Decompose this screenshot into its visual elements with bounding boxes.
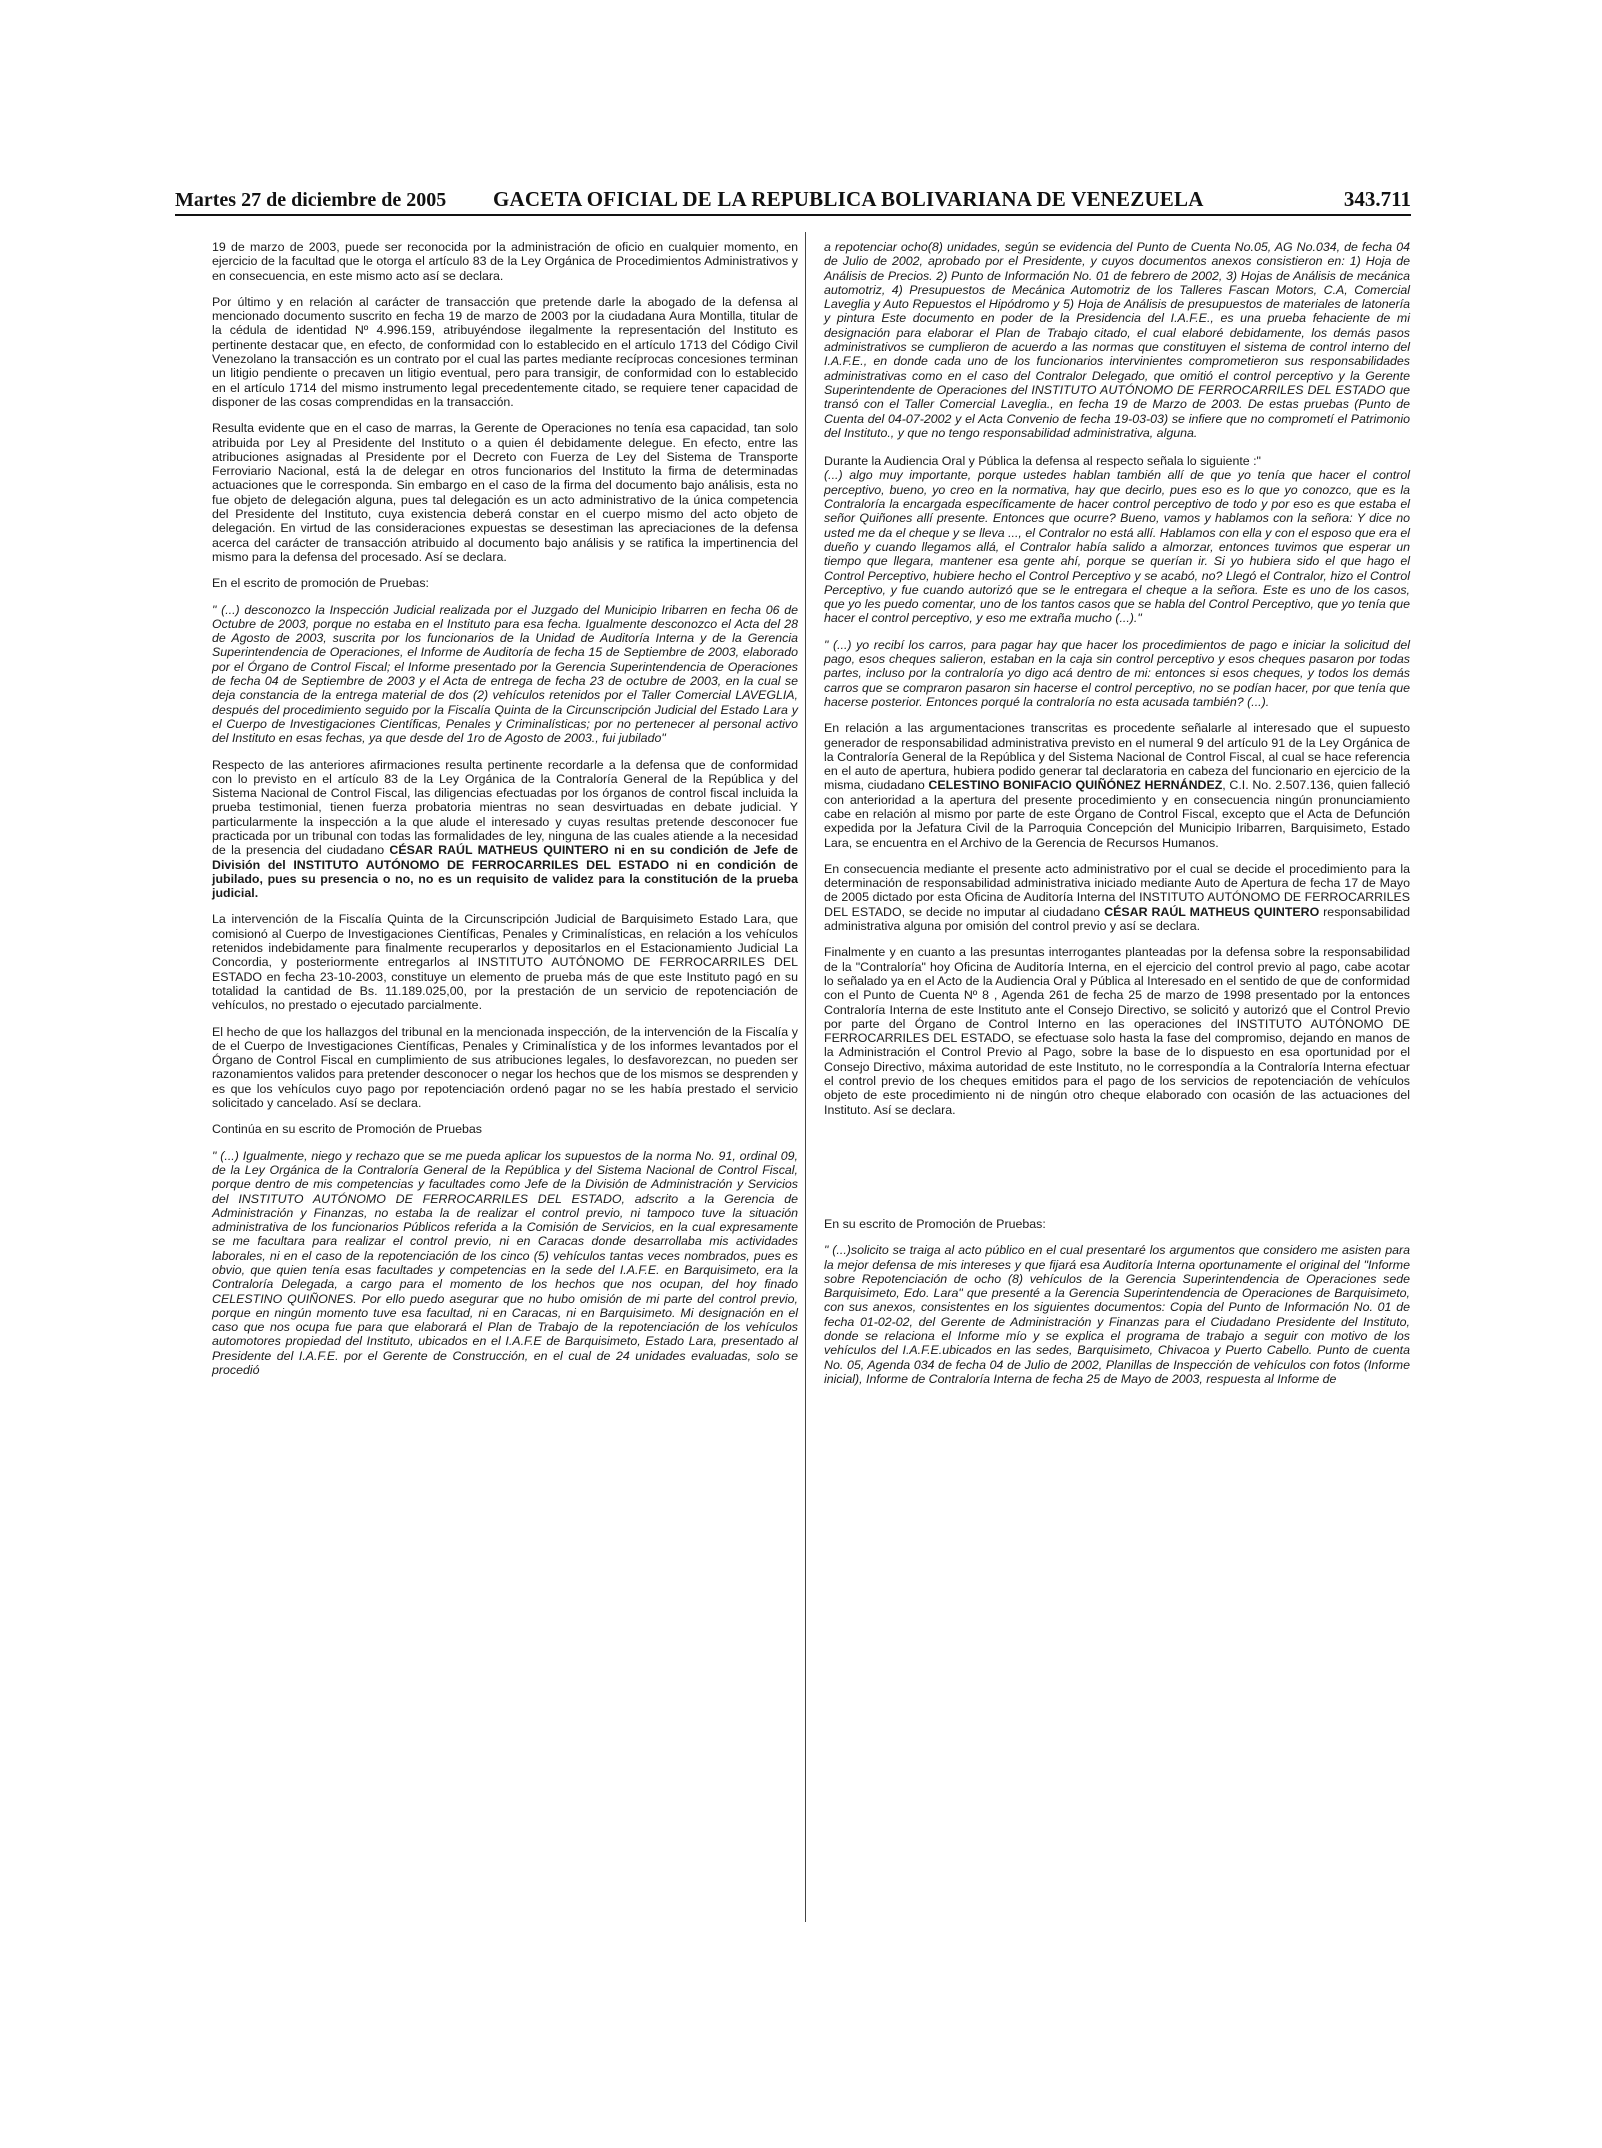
quoted-paragraph: " (...) yo recibí los carros, para pagar hay que hacer los procedimientos de pago e iniciar la solicitud del pago, esos cheques salieron, estaban en la caja sin control perceptivo y esos cheques pasaron por todas partes, incluso por la contraloría yo digo acá dentro de mi: entonces si esos cheques, y todos los demás carros que se compraron pasaron sin hacerse el control perceptivo, no se podían hacer, por que tenía que hacerse posterior. Entonces porqué la contraloría no esta acusada también? (...). <box>824 637 1410 709</box>
paragraph-text: responsabilidad administrativa alguna por omisión del control previo y así se declara. <box>824 904 1410 934</box>
section-label: En el escrito de promoción de Pruebas: <box>212 576 429 591</box>
left-column <box>212 240 798 1389</box>
paragraph-text: Respecto de las anteriores afirmaciones resulta pertinente recordarle a la defensa que de conformidad con lo previsto en el artículo 83 de la Ley Orgánica de la Contraloría General de la República y del Sistema Nacional de Control Fiscal, las diligencias efectuadas por los órganos de control fiscal incluida la prueba testimonial, tienen fuerza probatoria mientras no sean desvirtuadas en debate judicial. Y particularmente la inspección a la que alude el interesado y cuyas resultas pretende desconocer fue practicada por un tribunal con todas las formalidades de ley, ninguna de las cuales atiende a la necesidad de la presencia del ciudadano <box>212 757 798 858</box>
paragraph-text-bold: ni en su condición de Jefe de División del INSTITUTO AUTÓNOMO DE FERROCARRILES DEL ESTADO ni en condición de jubilado, pues su presencia o no, no es un requisito de validez para la constitución de la prueba judicial. <box>212 843 798 901</box>
paragraph <box>212 758 798 901</box>
column-divider <box>805 232 806 1922</box>
quoted-paragraph: " (...)solicito se traiga al acto público en el cual presentaré los argumentos que considero me asisten para la mejor defensa de mis intereses y que fijará esa Auditoría Interna oportunamente el original del "Informe sobre Repotenciación de ocho (8) vehículos de la Gerencia Superintendencia de Operaciones sede Barquisimeto, Edo. Lara" que presenté a la Gerencia Superintendencia de Operaciones de Barquisimeto, con sus anexos, consistentes en los siguientes documentos: Copia del Punto de Información No. 01 de fecha 01-02-02, del Gerente de Administración y Finanzas para el Ciudadano Presidente del Instituto, donde se relaciona el Informe mío y se explica el programa de trabajo a seguir con motivo de los vehículos del I.A.F.E.ubicados en las sedes, Barquisimeto, Chivacoa y Puerto Cabello. Punto de cuenta No. 05, Agenda 034 de fecha 04 de Julio de 2002, Planillas de Inspección de vehículos con fotos (Informe inicial), Informe de Contraloría Interna de fecha 25 de Mayo de 2003, respuesta al Informe de <box>824 1243 1410 1386</box>
person-name: CELESTINO BONIFACIO QUIÑÓNEZ HERNÁNDEZ <box>928 778 1223 793</box>
section-label: En su escrito de Promoción de Pruebas: <box>824 1216 1046 1231</box>
header-title: GACETA OFICIAL DE LA REPUBLICA BOLIVARIANA DE VENEZUELA <box>493 187 1204 211</box>
header-date: Martes 27 de diciembre de 2005 <box>175 189 447 211</box>
quoted-paragraph: " (...) desconozco la Inspección Judicial realizada por el Juzgado del Municipio Iribarren en fecha 06 de Octubre de 2003, porque no estaba en el Instituto para esa fecha. Igualmente desconozco el Acta del 28 de Agosto de 2003, suscrita por los funcionarios de la Unidad de Auditoría Interna y de la Gerencia Superintendencia de Operaciones, el Informe de Auditoría de fecha 15 de Septiembre de 2003, elaborado por el Órgano de Control Fiscal; el Informe presentado por la Gerencia Superintendencia de Operaciones de fecha 04 de Septiembre de 2003 y el Acta de entrega de fecha 23 de octubre de 2003, en la cual se deja constancia de la entrega material de dos (2) vehículos retenidos por el Taller Comercial LAVEGLIA, después del procedimiento seguido por la Fiscalía Quinta de la Circunscripción Judicial del Estado Lara y el Cuerpo de Investigaciones Científicas, Penales y Criminalísticas; por no pertenecer al personal activo del Instituto en esas fechas, ya que desde del 1ro de Agosto de 2003., fui jubilado" <box>212 602 798 746</box>
paragraph <box>824 721 1410 850</box>
paragraph <box>824 454 1410 626</box>
paragraph: La intervención de la Fiscalía Quinta de la Circunscripción Judicial de Barquisimeto Estado Lara, que comisionó al Cuerpo de Investigaciones Científicas, Penales y Criminalísticas, en relación a los vehículos retenidos indebidamente para finalmente recuperarlos y depositarlos en el Estacionamiento Judicial La Concordia, y posteriormente entregarlos al INSTITUTO AUTÓNOMO DE FERROCARRILES DEL ESTADO en fecha 23-10-2003, constituye un elemento de prueba más de que este Instituto pagó en su totalidad la cantidad de Bs. 11.189.025,00, por la prestación de un servicio de repotenciación de vehículos, no prestado o ejecutado parcialmente. <box>212 912 798 1013</box>
header-page-number: 343.711 <box>1343 187 1411 211</box>
paragraph: 19 de marzo de 2003, puede ser reconocida por la administración de oficio en cualquier momento, en ejercicio de la facultad que le otorga el artículo 83 de la Ley Orgánica de Procedimientos Administrativos y en consecuencia, en este mismo acto así se declara. <box>212 240 798 283</box>
paragraph: Finalmente y en cuanto a las presuntas interrogantes planteadas por la defensa sobre la responsabilidad de la "Contraloría" hoy Oficina de Auditoría Interna, en el ejercicio del control previo al pago, cabe acotar lo señalado ya en el Acto de la Audiencia Oral y Pública al Interesado en el sentido de que de conformidad con el Punto de Cuenta Nº 8 , Agenda 261 de fecha 25 de marzo de 1998 presentado por la entonces Contraloría Interna de este Instituto ante el Consejo Directivo, se solicitó y autorizó que el Control Previo por parte del Órgano de Control Interno en las operaciones del INSTITUTO AUTÓNOMO DE FERROCARRILES DEL ESTADO, se efectuase solo hasta la fase del compromiso, dejando en manos de la Administración el Control Previo al Pago, sobre la base de lo dispuesto en esa oportunidad por el Consejo Directivo, máxima autoridad de este Instituto, no le correspondía a la Contraloría Interna efectuar el control previo de los cheques emitidos para el pago de los servicios de repotenciación de vehículos objeto de este procedimiento ni de ningún otro cheque elaborado con ocasión de las actuaciones del Instituto. Así se declara. <box>824 945 1410 1117</box>
right-column <box>824 240 1410 1398</box>
quoted-paragraph: a repotenciar ocho(8) unidades, según se evidencia del Punto de Cuenta No.05, AG No.034, de fecha 04 de Julio de 2002, aprobado por el Presidente, y cuyos documentos anexos consistieron en: 1) Hoja de Análisis de Precios. 2) Punto de Información No. 01 de febrero de 2002, 3) Hojas de Análisis de mecánica automotriz, 4) Presupuestos de Mecánica Automotriz de los Talleres Fascan Motors, C.A, Comercial Laveglia y Auto Repuestos el Hipódromo y 5) Hoja de Análisis de presupuestos de materiales de latonería y pintura Este documento en poder de la Presidencia del I.A.F.E., es una prueba fehaciente de mi designación para elaborar el Plan de Trabajo citado, el cual elaboré debidamente, los demás pasos administrativos se cumplieron de acuerdo a las normas que constituyen el sistema de control interno del I.A.F.E., en donde cada uno de los funcionarios intervinientes comprometieron sus responsabilidades administrativas como en el caso del Contralor Delegado, que omitió el control perceptivo y la Gerente Superintendente de Operaciones del INSTITUTO AUTÓNOMO DE FERROCARRILES DEL ESTADO que transó con el Taller Comercial Laveglia., en fecha 19 de Marzo de 2003. De estas pruebas (Punto de Cuenta del 04-07-2002 y el Acta Convenio de fecha 19-03-03) se infiere que no comprometí el Patrimonio del Instituto., y que no tengo responsabilidad administrativa, alguna. <box>824 240 1410 440</box>
paragraph: Por último y en relación al carácter de transacción que pretende darle la abogado de la defensa al mencionado documento suscrito en fecha 19 de marzo de 2003 por la ciudadana Aura Montilla, titular de la cédula de identidad Nº 4.996.159, atribuyéndose ilegalmente la representación del Instituto es pertinente destacar que, en efecto, de conformidad con lo establecido en el artículo 1713 del Código Civil Venezolano la transacción es un contrato por el cual las partes mediante recíprocas concesiones terminan un litigio pendiente o precaven un litigio eventual, pero para transigir, de conformidad con lo establecido en el artículo 1714 del mismo instrumento legal precedentemente citado, se requiere tener capacidad de disponer de las cosas comprendidas en la transacción. <box>212 294 798 409</box>
paragraph-text: Durante la Audiencia Oral y Pública la defensa al respecto señala lo siguiente :" <box>824 454 1261 469</box>
section-label: Continúa en su escrito de Promoción de Pruebas <box>212 1122 482 1137</box>
paragraph: Resulta evidente que en el caso de marras, la Gerente de Operaciones no tenía esa capacidad, tan solo atribuida por Ley al Presidente del Instituto o a quien él debidamente delegue. En efecto, entre las atribuciones asignadas al Presidente por el Decreto con Fuerza de Ley del Sistema de Transporte Ferroviario Nacional, está la de delegar en otros funcionarios del Instituto la firma de determinadas actuaciones que le corresponda. Sin embargo en el caso de la firma del documento bajo análisis, esta no fue objeto de delegación alguna, pues tal delegación es un acto administrativo de la única competencia del Presidente del Instituto, cuya existencia deberá constar en el cuerpo mismo del acto objeto de delegación. En virtud de las consideraciones expuestas se desestiman las apreciaciones de la defensa acerca del carácter de transacción atribuido al documento bajo análisis y se ratifica la impertinencia del mismo para la defensa del procesado. Así se declara. <box>212 421 798 564</box>
person-name: CÉSAR RAÚL MATHEUS QUINTERO <box>1104 904 1320 919</box>
paragraph-text: En consecuencia mediante el presente acto administrativo por el cual se decide el procedimiento para la determinación de responsabilidad administrativa iniciado mediante Auto de Apertura de fecha 17 de Mayo de 2005 dictado por esta Oficina de Auditoría Interna del INSTITUTO AUTÓNOMO DE FERROCARRILES DEL ESTADO, se decide no imputar al ciudadano <box>824 861 1410 919</box>
quoted-paragraph: " (...) Igualmente, niego y rechazo que se me pueda aplicar los supuestos de la norma No. 91, ordinal 09, de la Ley Orgánica de la Contraloría General de la República y del Sistema Nacional de Control Fiscal, porque dentro de mis competencias y facultades como Jefe de la División de Administración y Servicios del INSTITUTO AUTÓNOMO DE FERROCARRILES DEL ESTADO, adscrito a la Gerencia de Administración y Finanzas, no estaba la de realizar el control previo, ni tampoco tuve la situación administrativa de los funcionarios Públicos referida a la Comisión de Servicios, en la cual expresamente se me facultara para realizar el control previo, ni en Caracas donde desarrollaba mis actividades laborales, ni en el caso de la repotenciación de los cinco (5) vehículos tantas veces nombrados, pues es obvio, que quien tenía esas facultades y competencias en la sede del I.A.F.E. en Barquisimeto, era la Contraloría Delegada, a cargo para el momento de los hechos que nos ocupan, del hoy finado CELESTINO QUIÑONES. Por ello puedo asegurar que no hubo omisión de mi parte del control previo, porque en ningún momento tuve esa facultad, ni en Caracas, ni en Barquisimeto. Mi designación en el caso que nos ocupa fue para que elaborará el Plan de Trabajo de la repotenciación de los vehículos automotores propiedad del Instituto, ubicados en el I.A.F.E de Barquisimeto, Estado Lara, presentado al Presidente del I.A.F.E. por el Gerente de Construcción, en el cual de 24 unidades evaluadas, solo se procedió <box>212 1148 798 1378</box>
paragraph-text: , C.I. No. 2.507.136, quien falleció con anterioridad a la apertura del presente procedimiento y en consecuencia ningún pronunciamiento cabe en relación al mismo por parte de este Órgano de Control Fiscal, excepto que el Acta de Defunción expedida por la Jefatura Civil de la Parroquia Concepción del Municipio Iribarren, Barquisimeto, Estado Lara, se encuentra en el Archivo de la Gerencia de Recursos Humanos. <box>824 778 1410 850</box>
paragraph: El hecho de que los hallazgos del tribunal en la mencionada inspección, de la intervención de la Fiscalía y de el Cuerpo de Investigaciones Científicas, Penales y Criminalística y de los informes levantados por el Órgano de Control Fiscal en cumplimiento de sus atribuciones legales, lo desfavorezcan, no pueden ser razonamientos validos para pretender desconocer o negar los hechos que de los mismos se desprenden y es que los vehículos cuyo pago por repotenciación ordenó pagar no se les había prestado el servicio solicitado y cancelado. Así se declara. <box>212 1024 798 1111</box>
quoted-text: (...) algo muy importante, porque ustedes hablan también allí de que yo tenía que hacer el control perceptivo, bueno, yo creo en la normativa, hay que decirlo, pues eso es lo que yo conozco, que es la Contraloría la encargada específicamente de hacer control perceptivo de todo y por eso es que estaba el señor Quiñones allí presente. Entonces que ocurre? Bueno, vamos y hablamos con la señora: Y dice no usted me da el cheque y se lleva ..., el Contralor no está allí. Hablamos con ella y con el esposo que era el dueño y cuando llegamos allá, el Contralor había salido a almorzar, entonces tuvimos que esperar un tiempo que llegara, mantener esa gente ahí, porque se querían ir. Si yo hubiera sido el que hago el Control Perceptivo, hubiere hecho el Control Perceptivo y se acabó, no? Llegó el Contralor, hizo el Control Perceptivo, y fue cuando autorizó que se le entregara el cheque a la señora. Este es uno de los casos, que yo les puedo comentar, uno de los tantos casos que se habla del Control Perceptivo, que yo tenía que hacer el control perceptivo, y eso me extraña mucho (...)." <box>824 468 1410 626</box>
paragraph <box>824 862 1410 933</box>
page-header <box>175 188 1411 216</box>
person-name: CÉSAR RAÚL MATHEUS QUINTERO <box>389 843 609 858</box>
paragraph-text: En relación a las argumentaciones transcritas es procedente señalarle al interesado que el supuesto generador de responsabilidad administrativa previsto en el numeral 9 del artículo 91 de la Ley Orgánica de la Contraloría General de la República y del Sistema Nacional de Control Fiscal, al cual se hace referencia en el auto de apertura, hubiera podido generar tal declaratoria en cabeza del funcionario en ejercicio de la misma, ciudadano <box>824 721 1410 793</box>
